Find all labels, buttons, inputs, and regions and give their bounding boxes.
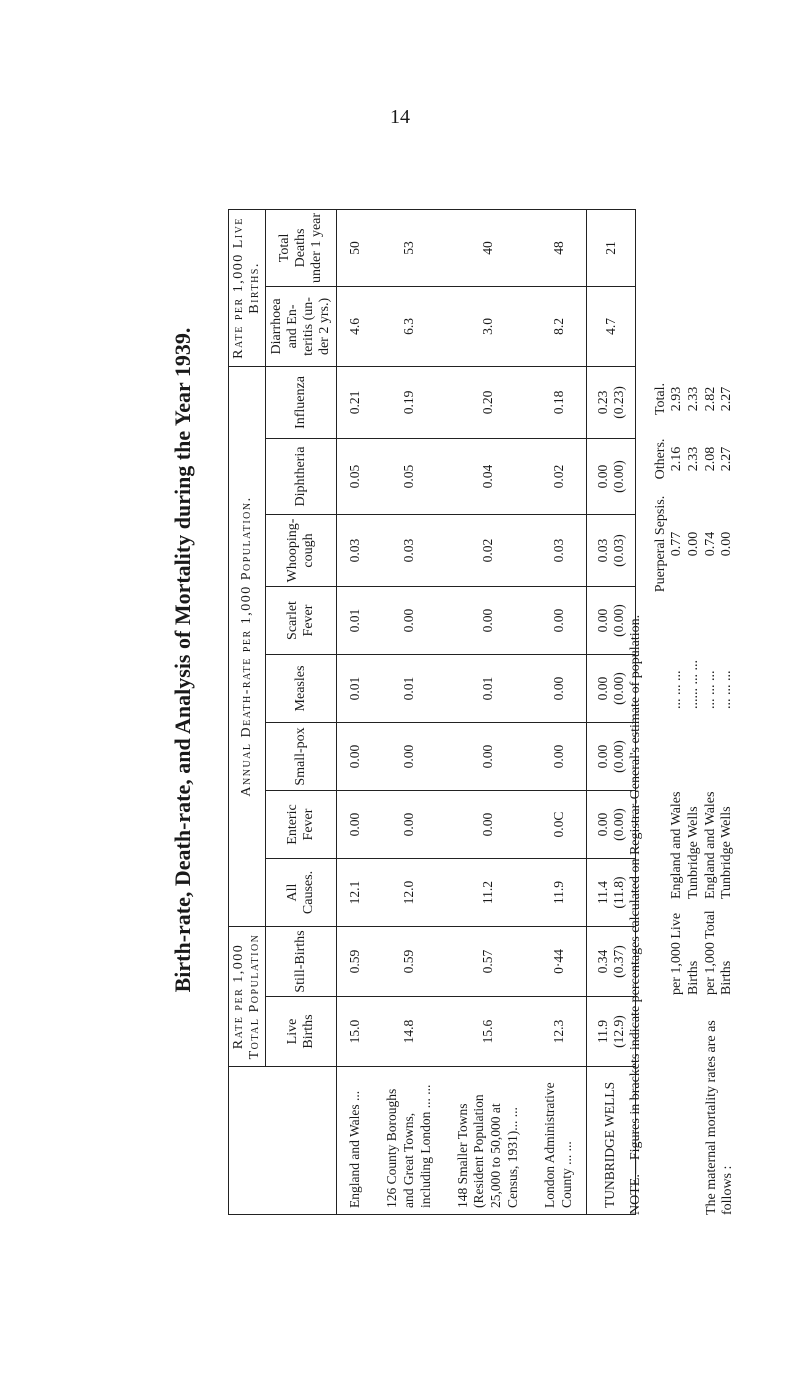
col-scarlet-fever: Scarlet Fever: [266, 587, 337, 655]
still-births-value: 0.59: [374, 927, 445, 997]
measles-value: 0.01: [445, 655, 533, 723]
area-name: TUNBRIDGE WELLS: [586, 1067, 635, 1215]
scarlet-fever-value: 0.00: [532, 587, 586, 655]
leader-dots: ... ... ...: [719, 670, 735, 709]
others-value: 2.16: [669, 446, 684, 472]
leader-dots: ... ... ...: [669, 670, 684, 709]
whooping-cough-value: 0.03: [532, 515, 586, 587]
col-enteric-fever: Enteric Fever: [266, 791, 337, 859]
measles-value: 0.00 (0.00): [586, 655, 635, 723]
influenza-value: 0.23 (0.23): [586, 366, 635, 438]
maternal-area: England and Wales: [702, 791, 718, 899]
diarrhoea-value: 8.2: [532, 286, 586, 366]
diphtheria-value: 0.05: [374, 439, 445, 515]
page-number: 14: [390, 106, 410, 128]
small-pox-value: 0.00: [337, 723, 374, 791]
whooping-cough-value: 0.03 (0.03): [586, 515, 635, 587]
whooping-cough-value: 0.03: [337, 515, 374, 587]
col-diarrhoea: Diarrhoea and En-teritis (un-der 2 yrs.): [266, 286, 337, 366]
estimate-value: (0.23): [610, 386, 626, 419]
maternal-area: England and Wales: [669, 791, 684, 899]
small-pox-value: 0.00: [374, 723, 445, 791]
enteric-fever-value: 0.00: [445, 791, 533, 859]
area-name: 126 County Boroughs and Great Towns, including London ... ...: [374, 1067, 445, 1215]
live-births-value: 14.8: [374, 997, 445, 1067]
influenza-value: 0.18: [532, 366, 586, 438]
others-value: 2.08: [702, 446, 718, 472]
col-all-causes: All Causes.: [266, 859, 337, 927]
maternal-intro: The maternal mortality rates are as follows :: [704, 1020, 736, 1215]
table-row: [445, 209, 533, 1214]
live-births-value: 15.0: [337, 997, 374, 1067]
area-name: London Administrative County ... ...: [532, 1067, 586, 1215]
all-causes-value: 11.9: [532, 859, 586, 927]
diarrhoea-value: 3.0: [445, 286, 533, 366]
total-value: 2.82: [702, 386, 718, 412]
enteric-fever-value: 0.00: [374, 791, 445, 859]
table-row: [532, 209, 586, 1214]
scarlet-fever-value: 0.01: [337, 587, 374, 655]
others-header: Others.: [653, 438, 668, 480]
maternal-area: Tunbridge Wells: [685, 806, 701, 899]
estimate-value: (0.00): [610, 740, 626, 773]
enteric-fever-value: 0.0C: [532, 791, 586, 859]
whooping-cough-value: 0.03: [374, 515, 445, 587]
col-measles: Measles: [266, 655, 337, 723]
table-row: [337, 209, 374, 1214]
diarrhoea-value: 4.6: [337, 286, 374, 366]
estimate-value: (0.00): [610, 808, 626, 841]
area-header: [229, 1067, 337, 1215]
total-value: 2.33: [685, 386, 701, 412]
whooping-cough-value: 0.02: [445, 515, 533, 587]
col-under-one: Total Deaths under 1 year: [266, 209, 337, 286]
puerperal-header: Puerperal Sepsis.: [653, 495, 668, 593]
estimate-value: (0.03): [610, 534, 626, 567]
estimate-value: (0.00): [610, 672, 626, 705]
others-value: 2.27: [719, 446, 735, 472]
col-still-births: Still-Births: [266, 927, 337, 997]
puerperal-value: 0.00: [719, 531, 735, 557]
diphtheria-value: 0.04: [445, 439, 533, 515]
under-one-value: 40: [445, 209, 533, 286]
live-births-value: 15.6: [445, 997, 533, 1067]
influenza-value: 0.21: [337, 366, 374, 438]
maternal-mortality-section: [653, 210, 736, 1215]
group-annual-death-rate: Annual Death-rate per 1,000 Population.: [229, 366, 266, 926]
area-name: England and Wales ...: [337, 1067, 374, 1215]
col-influenza: Influenza: [266, 366, 337, 438]
col-small-pox: Small-pox: [266, 723, 337, 791]
maternal-basis: per 1,000 Total Births: [702, 910, 735, 995]
diarrhoea-value: 4.7: [586, 286, 635, 366]
table-row: [374, 209, 445, 1214]
estimate-value: (12.9): [610, 1015, 626, 1048]
all-causes-value: 12.0: [374, 859, 445, 927]
estimate-value: (0.00): [610, 604, 626, 637]
total-value: 2.27: [719, 386, 735, 412]
estimate-value: (11.8): [610, 876, 626, 909]
live-births-value: 12.3: [532, 997, 586, 1067]
diphtheria-value: 0.02: [532, 439, 586, 515]
leader-dots: ... ... ...: [702, 670, 718, 709]
maternal-basis: per 1,000 Live Births: [669, 912, 701, 995]
measles-value: 0.01: [374, 655, 445, 723]
group-live-births: Rate per 1,000 Live Births.: [229, 209, 266, 366]
diarrhoea-value: 6.3: [374, 286, 445, 366]
mortality-table: [228, 209, 636, 1215]
under-one-value: 21: [586, 209, 635, 286]
scarlet-fever-value: 0.00: [445, 587, 533, 655]
influenza-value: 0.19: [374, 366, 445, 438]
still-births-value: 0.59: [337, 927, 374, 997]
others-value: 2.33: [685, 446, 701, 472]
under-one-value: 53: [374, 209, 445, 286]
total-value: 2.93: [669, 386, 684, 412]
small-pox-value: 0.00: [445, 723, 533, 791]
puerperal-value: 0.00: [685, 531, 701, 557]
measles-value: 0.01: [337, 655, 374, 723]
live-births-value: 11.9 (12.9): [586, 997, 635, 1067]
puerperal-value: 0.74: [702, 531, 718, 557]
under-one-value: 50: [337, 209, 374, 286]
total-header: Total.: [653, 382, 668, 416]
all-causes-value: 11.2: [445, 859, 533, 927]
small-pox-value: 0.00 (0.00): [586, 723, 635, 791]
leader-dots: ...... ... ...: [685, 660, 701, 709]
estimate-value: (0.00): [610, 460, 626, 493]
page-title: Birth-rate, Death-rate, and Analysis of Mortality during the Year 1939.: [170, 327, 195, 993]
still-births-value: 0.34 (0.37): [586, 927, 635, 997]
enteric-fever-value: 0.00 (0.00): [586, 791, 635, 859]
small-pox-value: 0.00: [532, 723, 586, 791]
col-whooping-cough: Whooping-cough: [266, 515, 337, 587]
all-causes-value: 11.4 (11.8): [586, 859, 635, 927]
estimate-value: (0.37): [610, 945, 626, 978]
scarlet-fever-value: 0.00: [374, 587, 445, 655]
col-diphtheria: Diphtheria: [266, 439, 337, 515]
puerperal-value: 0.77: [669, 531, 684, 557]
diphtheria-value: 0.05: [337, 439, 374, 515]
maternal-area: Tunbridge Wells: [719, 806, 735, 899]
measles-value: 0.00: [532, 655, 586, 723]
area-name: 148 Smaller Towns (Resident Population 25,000 to 50,000 at Census, 1931)... ...: [445, 1067, 533, 1215]
scarlet-fever-value: 0.00 (0.00): [586, 587, 635, 655]
population-note: NOTE.—Figures in brackets indicate percentages calculated on Registrar-General's estimate of population.: [628, 614, 643, 1215]
diphtheria-value: 0.00 (0.00): [586, 439, 635, 515]
still-births-value: 0·44: [532, 927, 586, 997]
still-births-value: 0.57: [445, 927, 533, 997]
under-one-value: 48: [532, 209, 586, 286]
col-live-births: Live Births: [266, 997, 337, 1067]
enteric-fever-value: 0.00: [337, 791, 374, 859]
influenza-value: 0.20: [445, 366, 533, 438]
all-causes-value: 12.1: [337, 859, 374, 927]
group-total-population: Rate per 1,000 Total Population: [229, 927, 266, 1067]
